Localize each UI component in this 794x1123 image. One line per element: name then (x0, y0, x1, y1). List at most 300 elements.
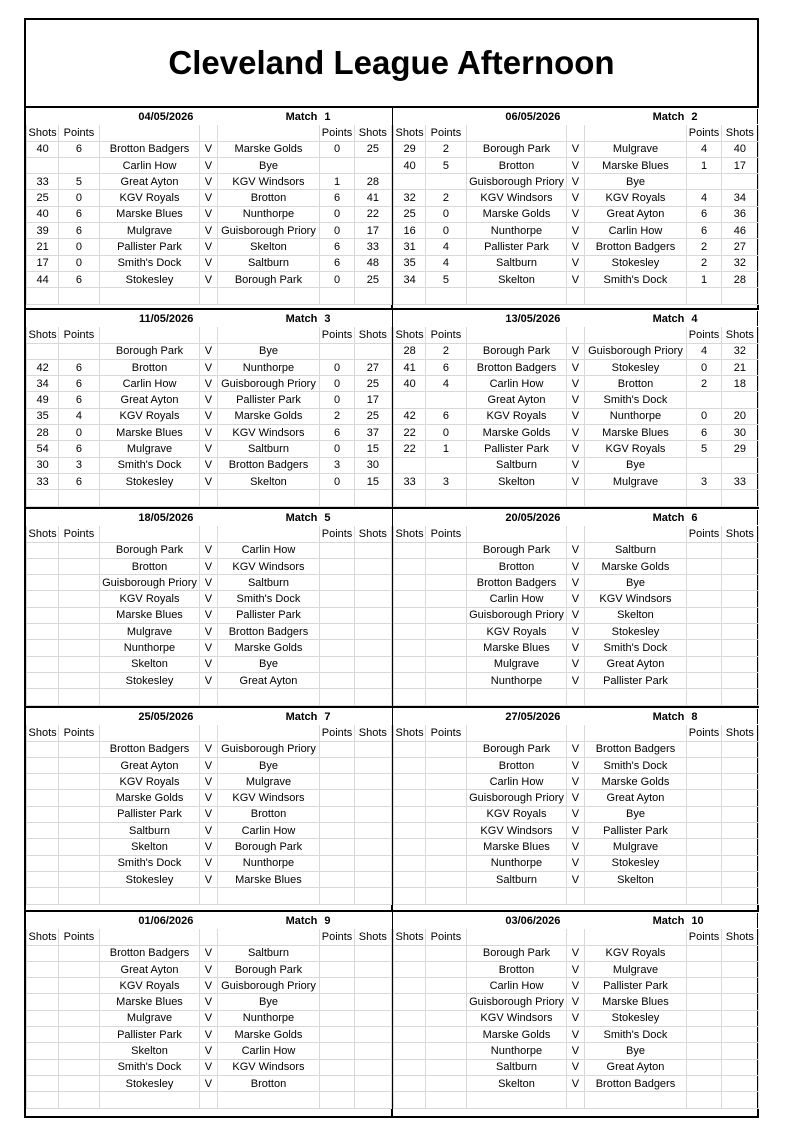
match-date: 25/05/2026 (99, 709, 200, 725)
away-team: Great Ayton (584, 656, 687, 672)
home-points (426, 806, 466, 822)
away-points-header: Points (687, 725, 721, 741)
fixture-row (394, 607, 759, 623)
away-team: Skelton (584, 871, 687, 887)
versus-marker: V (567, 961, 584, 977)
home-shots: 17 (27, 255, 59, 271)
away-team: Marske Golds (217, 141, 320, 157)
away-shots: 30 (354, 457, 391, 473)
home-team: Borough Park (466, 343, 567, 359)
away-team: KGV Windsors (217, 1059, 320, 1075)
column-headers (394, 327, 759, 343)
away-shots: 46 (721, 223, 758, 239)
away-points (687, 1027, 721, 1043)
away-points: 6 (687, 425, 721, 441)
home-points (426, 994, 466, 1010)
match-block-6 (393, 509, 759, 706)
away-team: Stokesley (584, 624, 687, 640)
fixture-row (394, 672, 759, 688)
away-team: Nunthorpe (217, 855, 320, 871)
fixture-row (27, 376, 392, 392)
away-points-header: Points (687, 526, 721, 542)
home-team: Brotton (466, 961, 567, 977)
versus-marker: V (200, 656, 217, 672)
home-shots (394, 790, 426, 806)
home-team: Mulgrave (99, 223, 200, 239)
away-shots: 32 (721, 255, 758, 271)
home-points (426, 656, 466, 672)
away-shots (721, 558, 758, 574)
home-shots (27, 994, 59, 1010)
match-date: 06/05/2026 (466, 109, 567, 125)
match-block-7 (26, 708, 392, 905)
home-team: Skelton (466, 1075, 567, 1091)
match-date: 04/05/2026 (99, 109, 200, 125)
home-points (59, 624, 99, 640)
versus-marker: V (567, 542, 584, 558)
away-shots (354, 672, 391, 688)
away-team: Stokesley (584, 1010, 687, 1026)
away-team: Bye (217, 157, 320, 173)
away-points: 0 (320, 441, 354, 457)
away-shots (721, 1075, 758, 1091)
home-points (426, 1027, 466, 1043)
away-points (320, 157, 354, 173)
versus-marker: V (567, 672, 584, 688)
versus-marker: V (200, 1059, 217, 1075)
away-shots: 33 (354, 239, 391, 255)
fixture-row (27, 157, 392, 173)
match-number: 4 (687, 311, 721, 327)
match-number: 9 (320, 913, 354, 929)
away-shots (721, 945, 758, 961)
home-team: Saltburn (466, 871, 567, 887)
away-team: Brotton (217, 1075, 320, 1091)
match-header (27, 709, 392, 725)
home-team: Brotton Badgers (466, 359, 567, 375)
away-shots: 20 (721, 408, 758, 424)
versus-marker: V (200, 174, 217, 190)
match-label: Match (584, 709, 687, 725)
away-shots (354, 157, 391, 173)
fixture-row (27, 624, 392, 640)
versus-marker: V (567, 945, 584, 961)
fixture-row (27, 978, 392, 994)
away-team: Brotton Badgers (217, 457, 320, 473)
match-header (394, 709, 759, 725)
spacer-row (27, 288, 392, 304)
home-team: Great Ayton (99, 961, 200, 977)
home-shots: 39 (27, 223, 59, 239)
versus-marker: V (567, 1075, 584, 1091)
home-team: Skelton (466, 473, 567, 489)
home-shots (394, 672, 426, 688)
away-team: Pallister Park (584, 978, 687, 994)
home-team: Mulgrave (99, 441, 200, 457)
fixture-row (394, 1059, 759, 1075)
away-team: Brotton (584, 376, 687, 392)
away-points (320, 945, 354, 961)
column-headers (27, 929, 392, 945)
home-shots (394, 757, 426, 773)
fixture-row (27, 839, 392, 855)
home-team: KGV Royals (99, 774, 200, 790)
home-shots: 49 (27, 392, 59, 408)
away-points-header: Points (320, 526, 354, 542)
fixture-row (27, 790, 392, 806)
home-points (426, 1010, 466, 1026)
fixture-table (26, 708, 392, 905)
home-points: 4 (426, 239, 466, 255)
home-shots: 33 (27, 473, 59, 489)
home-shots (394, 1059, 426, 1075)
home-points: 0 (426, 223, 466, 239)
away-shots (354, 823, 391, 839)
away-team: Carlin How (217, 1043, 320, 1059)
match-header (27, 913, 392, 929)
versus-marker: V (200, 141, 217, 157)
versus-marker: V (200, 343, 217, 359)
fixture-row (394, 239, 759, 255)
versus-marker: V (567, 855, 584, 871)
away-shots-header: Shots (721, 526, 758, 542)
away-shots (721, 741, 758, 757)
home-shots: 35 (27, 408, 59, 424)
match-header (394, 510, 759, 526)
away-shots (721, 774, 758, 790)
fixture-row (394, 190, 759, 206)
fixture-row (394, 774, 759, 790)
home-shots: 54 (27, 441, 59, 457)
away-team: Mulgrave (217, 774, 320, 790)
home-points: 6 (59, 141, 99, 157)
away-points (320, 994, 354, 1010)
home-points-header: Points (426, 725, 466, 741)
home-points: 0 (59, 425, 99, 441)
away-points: 3 (320, 457, 354, 473)
home-shots (27, 1010, 59, 1026)
home-team: Great Ayton (466, 392, 567, 408)
home-team: Borough Park (466, 741, 567, 757)
match-block-4 (393, 310, 759, 507)
away-shots (721, 174, 758, 190)
away-team: Saltburn (217, 255, 320, 271)
home-team: Guisborough Priory (466, 607, 567, 623)
away-points (320, 591, 354, 607)
spacer-row (27, 888, 392, 904)
away-points-header: Points (687, 327, 721, 343)
home-shots (394, 640, 426, 656)
away-points (687, 806, 721, 822)
home-shots (394, 774, 426, 790)
fixture-row (394, 624, 759, 640)
away-shots: 25 (354, 271, 391, 287)
home-points (59, 823, 99, 839)
fixture-row (394, 271, 759, 287)
home-shots (27, 790, 59, 806)
home-points: 6 (59, 473, 99, 489)
home-shots-header: Shots (27, 725, 59, 741)
home-points (426, 174, 466, 190)
away-shots: 25 (354, 141, 391, 157)
versus-marker: V (567, 575, 584, 591)
home-points-header: Points (426, 327, 466, 343)
home-team: KGV Royals (99, 978, 200, 994)
fixture-row (394, 591, 759, 607)
match-number: 6 (687, 510, 721, 526)
home-team: Marske Blues (99, 994, 200, 1010)
versus-marker: V (200, 408, 217, 424)
versus-marker: V (567, 871, 584, 887)
away-team: Great Ayton (584, 206, 687, 222)
versus-marker: V (200, 624, 217, 640)
spacer-row (394, 689, 759, 705)
home-points: 0 (426, 206, 466, 222)
away-points (320, 839, 354, 855)
away-shots: 27 (721, 239, 758, 255)
home-points: 6 (59, 359, 99, 375)
fixture-table (393, 310, 759, 507)
versus-marker: V (200, 558, 217, 574)
home-shots (27, 855, 59, 871)
away-team: Great Ayton (217, 672, 320, 688)
home-shots: 30 (27, 457, 59, 473)
home-points: 0 (59, 190, 99, 206)
home-points (426, 591, 466, 607)
home-team: Marske Golds (466, 1027, 567, 1043)
away-points (320, 871, 354, 887)
away-shots: 30 (721, 425, 758, 441)
home-points: 6 (59, 223, 99, 239)
away-team: Bye (584, 806, 687, 822)
home-team: Mulgrave (99, 1010, 200, 1026)
away-points (687, 790, 721, 806)
away-shots (354, 558, 391, 574)
versus-marker: V (200, 672, 217, 688)
home-shots (27, 1059, 59, 1075)
away-shots-header: Shots (354, 725, 391, 741)
away-shots (721, 392, 758, 408)
home-shots (394, 978, 426, 994)
home-team: Marske Golds (99, 790, 200, 806)
home-points: 5 (426, 157, 466, 173)
away-shots (354, 790, 391, 806)
home-shots: 40 (394, 376, 426, 392)
away-points-header: Points (320, 725, 354, 741)
spacer-row (27, 689, 392, 705)
home-shots (394, 1043, 426, 1059)
away-shots (354, 1075, 391, 1091)
away-team: Marske Blues (584, 425, 687, 441)
home-team: Marske Blues (99, 607, 200, 623)
match-label: Match (217, 913, 320, 929)
home-points (59, 855, 99, 871)
fixture-row (394, 558, 759, 574)
home-points (59, 575, 99, 591)
column-headers (394, 125, 759, 141)
fixture-row (27, 945, 392, 961)
away-team: Bye (217, 994, 320, 1010)
away-points (687, 174, 721, 190)
home-points-header: Points (59, 125, 99, 141)
versus-marker: V (200, 978, 217, 994)
match-header (27, 510, 392, 526)
home-points (59, 343, 99, 359)
home-team: Borough Park (466, 542, 567, 558)
home-shots: 22 (394, 425, 426, 441)
home-points: 6 (59, 441, 99, 457)
versus-marker: V (567, 624, 584, 640)
away-team: Bye (217, 757, 320, 773)
home-points: 5 (426, 271, 466, 287)
fixture-row (394, 1075, 759, 1091)
versus-marker: V (567, 823, 584, 839)
fixture-row (394, 206, 759, 222)
home-points (59, 961, 99, 977)
home-shots-header: Shots (394, 725, 426, 741)
versus-marker: V (200, 839, 217, 855)
versus-marker: V (567, 607, 584, 623)
home-team: Brotton (99, 558, 200, 574)
home-points (59, 1043, 99, 1059)
away-points (320, 741, 354, 757)
home-team: Brotton Badgers (99, 741, 200, 757)
versus-marker: V (567, 994, 584, 1010)
home-team: Stokesley (99, 672, 200, 688)
home-shots (27, 343, 59, 359)
match-block-1 (26, 108, 392, 305)
away-team: Marske Golds (584, 774, 687, 790)
away-points-header: Points (320, 125, 354, 141)
spacer-row (394, 1092, 759, 1108)
away-shots (721, 640, 758, 656)
home-team: Pallister Park (466, 441, 567, 457)
away-team: Marske Blues (584, 994, 687, 1010)
versus-marker: V (567, 157, 584, 173)
home-shots-header: Shots (394, 526, 426, 542)
away-points (320, 1027, 354, 1043)
fixture-row (394, 174, 759, 190)
home-points (59, 1027, 99, 1043)
away-points (320, 978, 354, 994)
fixture-row (27, 1027, 392, 1043)
away-team: Bye (584, 457, 687, 473)
versus-marker: V (567, 255, 584, 271)
home-points: 6 (59, 392, 99, 408)
fixture-row (394, 839, 759, 855)
home-team: Brotton Badgers (99, 945, 200, 961)
home-team: Pallister Park (99, 239, 200, 255)
match-date: 11/05/2026 (99, 311, 200, 327)
away-points (320, 624, 354, 640)
versus-marker: V (200, 206, 217, 222)
home-points: 6 (426, 359, 466, 375)
home-team: Carlin How (99, 157, 200, 173)
away-points-header: Points (687, 125, 721, 141)
home-shots (27, 575, 59, 591)
fixture-row (394, 376, 759, 392)
versus-marker: V (567, 425, 584, 441)
versus-marker: V (200, 757, 217, 773)
away-team: Marske Golds (584, 558, 687, 574)
home-shots-header: Shots (27, 327, 59, 343)
away-team: Saltburn (217, 441, 320, 457)
away-points (687, 839, 721, 855)
home-shots (27, 757, 59, 773)
home-team: Smith's Dock (99, 1059, 200, 1075)
home-points (426, 1043, 466, 1059)
match-label: Match (217, 709, 320, 725)
away-points (687, 607, 721, 623)
away-points (320, 961, 354, 977)
versus-marker: V (200, 271, 217, 287)
fixture-row (27, 441, 392, 457)
versus-marker: V (567, 839, 584, 855)
versus-marker: V (567, 408, 584, 424)
away-shots-header: Shots (354, 125, 391, 141)
home-team: KGV Royals (466, 408, 567, 424)
home-team: Pallister Park (99, 806, 200, 822)
home-shots (394, 624, 426, 640)
home-shots (394, 855, 426, 871)
home-points-header: Points (426, 929, 466, 945)
home-team: Pallister Park (99, 1027, 200, 1043)
versus-marker: V (567, 441, 584, 457)
fixture-row (394, 1027, 759, 1043)
home-points (426, 757, 466, 773)
fixture-row (394, 790, 759, 806)
away-shots: 48 (354, 255, 391, 271)
away-team: KGV Windsors (217, 790, 320, 806)
away-shots (721, 1043, 758, 1059)
home-points: 6 (59, 206, 99, 222)
versus-marker: V (567, 206, 584, 222)
away-shots (354, 1059, 391, 1075)
fixture-row (27, 607, 392, 623)
match-block-10 (393, 912, 759, 1109)
home-points: 3 (426, 473, 466, 489)
versus-marker: V (567, 457, 584, 473)
fixture-row (394, 1010, 759, 1026)
home-points (59, 542, 99, 558)
home-team: KGV Windsors (466, 823, 567, 839)
versus-marker: V (200, 741, 217, 757)
fixture-row (27, 575, 392, 591)
home-points: 0 (59, 255, 99, 271)
away-points: 1 (687, 157, 721, 173)
home-points: 4 (426, 376, 466, 392)
away-team: Nunthorpe (584, 408, 687, 424)
fixture-row (394, 408, 759, 424)
fixture-row (27, 1043, 392, 1059)
home-shots (394, 839, 426, 855)
versus-marker: V (567, 141, 584, 157)
home-points (59, 656, 99, 672)
fixture-row (27, 343, 392, 359)
home-points: 4 (426, 255, 466, 271)
home-points (426, 741, 466, 757)
home-team: Guisborough Priory (466, 790, 567, 806)
away-shots (354, 839, 391, 855)
home-team: Stokesley (99, 473, 200, 489)
match-number: 8 (687, 709, 721, 725)
home-points (426, 558, 466, 574)
home-team: Brotton (466, 757, 567, 773)
away-team: KGV Windsors (217, 425, 320, 441)
away-team: Borough Park (217, 271, 320, 287)
home-team: Mulgrave (99, 624, 200, 640)
home-team: Brotton Badgers (99, 141, 200, 157)
